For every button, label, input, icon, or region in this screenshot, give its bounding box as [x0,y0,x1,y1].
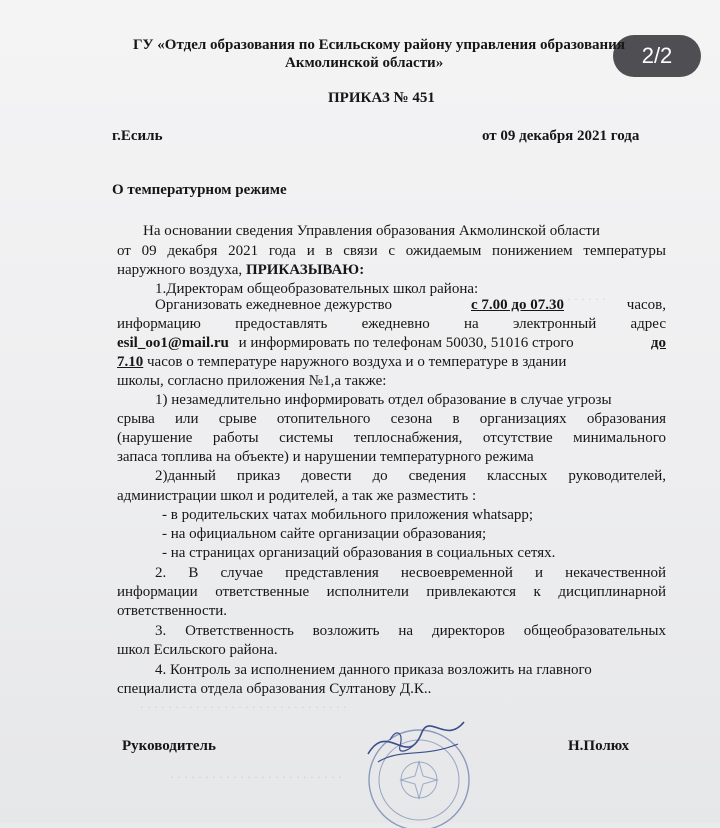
intro-line2: от 09 декабря 2021 года и в связи с ожидаемым понижением температуры [117,243,666,259]
p4-line2: специалиста отдела образования Султанову Д.К.. [117,681,432,697]
p1-line1-end: часов, [626,297,666,313]
p2-line3: ответственности. [117,603,228,619]
bullet-website: - на официальном сайте организации образования; [162,526,487,542]
duty-time: с 7.00 до 07.30 [471,297,564,313]
p1-line3-text: и информировать по телефонам 50030, 51016 строго [238,335,574,351]
official-seal [360,710,478,828]
p1-sub2-line1: 2)данный приказ довести до сведения классных руководителей, [155,468,666,484]
deadline-prefix: до [650,335,666,351]
p1-sub1-line3: (нарушение работы системы теплоснабжения, отсутствие минимального [117,430,666,446]
intro-line3 [117,261,364,279]
p1-line1-text: Организовать ежедневное дежурство [155,297,392,313]
p1-sub2-line2: администрации школ и родителей, а так же разместить : [117,488,477,504]
p1-line5: школы, согласно приложения №1,а также: [117,373,387,389]
p1-line2: информацию предоставлять ежедневно на электронный адрес [117,316,666,332]
document-page: 2/2 ГУ «Отдел образования по Есильскому району управления образования Акмолинской области» ПРИКАЗ № 451 г.Есиль от 09 декабря 2021 года О температурном режиме На основании сведения Управления образования Акмолинской области от 09 декабря 2021 года и в связи с ожидаемым понижением температуры наружного воздуха, ПРИКАЗЫВАЮ: 1.Директорам общеобразовательных школ района: Организовать ежедневное дежурство с 7.00 до 07.30 часов, информацию предоставлять ежедневно на электронный адрес esil_oo1@mail.ru и информировать по телефонам 50030, 51016 строго до 7.10 часов о температуре наружного воздуха и о температуре в здании школы, согласно приложения №1,а также: 1) незамедлительно информировать отдел образование в случае угрозы срыва или срыве отопительного сезона в организациях образования (нарушение работы системы теплоснабжения, отсутствие минимального запаса топлива на объекте) и нарушении температурного режима 2)данный приказ довести до сведения классных руководителей, администрации школ и родителей, а так же разместить : - в родительских чатах мобильного приложения whatsapp; - на официальном сайте организации образования; - на страницах организаций образования в социальных сетях. 2. В случае представления несвоевременной и некачественной информации ответственные исполнители привлекаются к дисциплинарной ответственности. 3. Ответственность возложить на директоров общеобразовательных школ Есильского района. 4. Контроль за исполнением данного приказа возложить на главного специалиста отдела образования Султанову Д.К.. Руководитель Н.Полюх · · · · · · · · · · · · · · · · · · · · · · · · · · · · · · · · · · · · · · · · · · · · · · · · · · · · · · · · · · · · · · [0,0,720,823]
bullet-social: - на страницах организаций образования в социальных сетях. [162,545,556,561]
email-address: esil_oo1@mail.ru [117,335,229,351]
p1-sub1-line1: 1) незамедлительно информировать отдел образование в случае угрозы [155,392,612,408]
p2-line1: 2. В случае представления несвоевременной и некачественной [155,565,666,581]
p3-line1: 3. Ответственность возложить на директоров общеобразовательных [155,623,666,639]
p1-line4-text: часов о температуре наружного воздуха и о температуре в здании [147,354,567,370]
order-subject: О температурном режиме [112,182,287,198]
p1-line3 [117,334,666,352]
signature-name: Н.Полюх [568,738,630,754]
deadline-time: 7.10 [117,354,144,370]
city: г.Есиль [112,128,163,144]
page-counter-badge[interactable]: 2/2 [613,35,701,77]
signature-role: Руководитель [122,738,216,754]
bullet-whatsapp: - в родительских чатах мобильного приложения whatsapp; [162,507,534,523]
header-org-line2: Акмолинской области» [285,55,444,71]
p1-sub1-line4: запаса топлива на объекте) и нарушении температурного режима [117,449,534,465]
p1-line4 [117,353,566,371]
order-title: ПРИКАЗ № 451 [328,90,435,106]
p4-line1: 4. Контроль за исполнением данного приказа возложить на главного [155,662,592,678]
intro-line3-text: наружного воздуха, [117,262,243,278]
p1-sub1-line2: срыва или срыве отопительного сезона в организациях образования [117,411,666,427]
p2-line2: информации ответственные исполнители привлекаются к дисциплинарной [117,584,666,600]
order-date: от 09 декабря 2021 года [482,128,640,144]
header-org-line1: ГУ «Отдел образования по Есильскому району управления образования [133,37,625,53]
intro-line1: На основании сведения Управления образования Акмолинской области [143,223,600,239]
orders-word: ПРИКАЗЫВАЮ: [245,262,365,278]
p3-line2: школ Есильского района. [117,642,278,658]
p1-title: 1.Директорам общеобразовательных школ района: [155,281,479,297]
